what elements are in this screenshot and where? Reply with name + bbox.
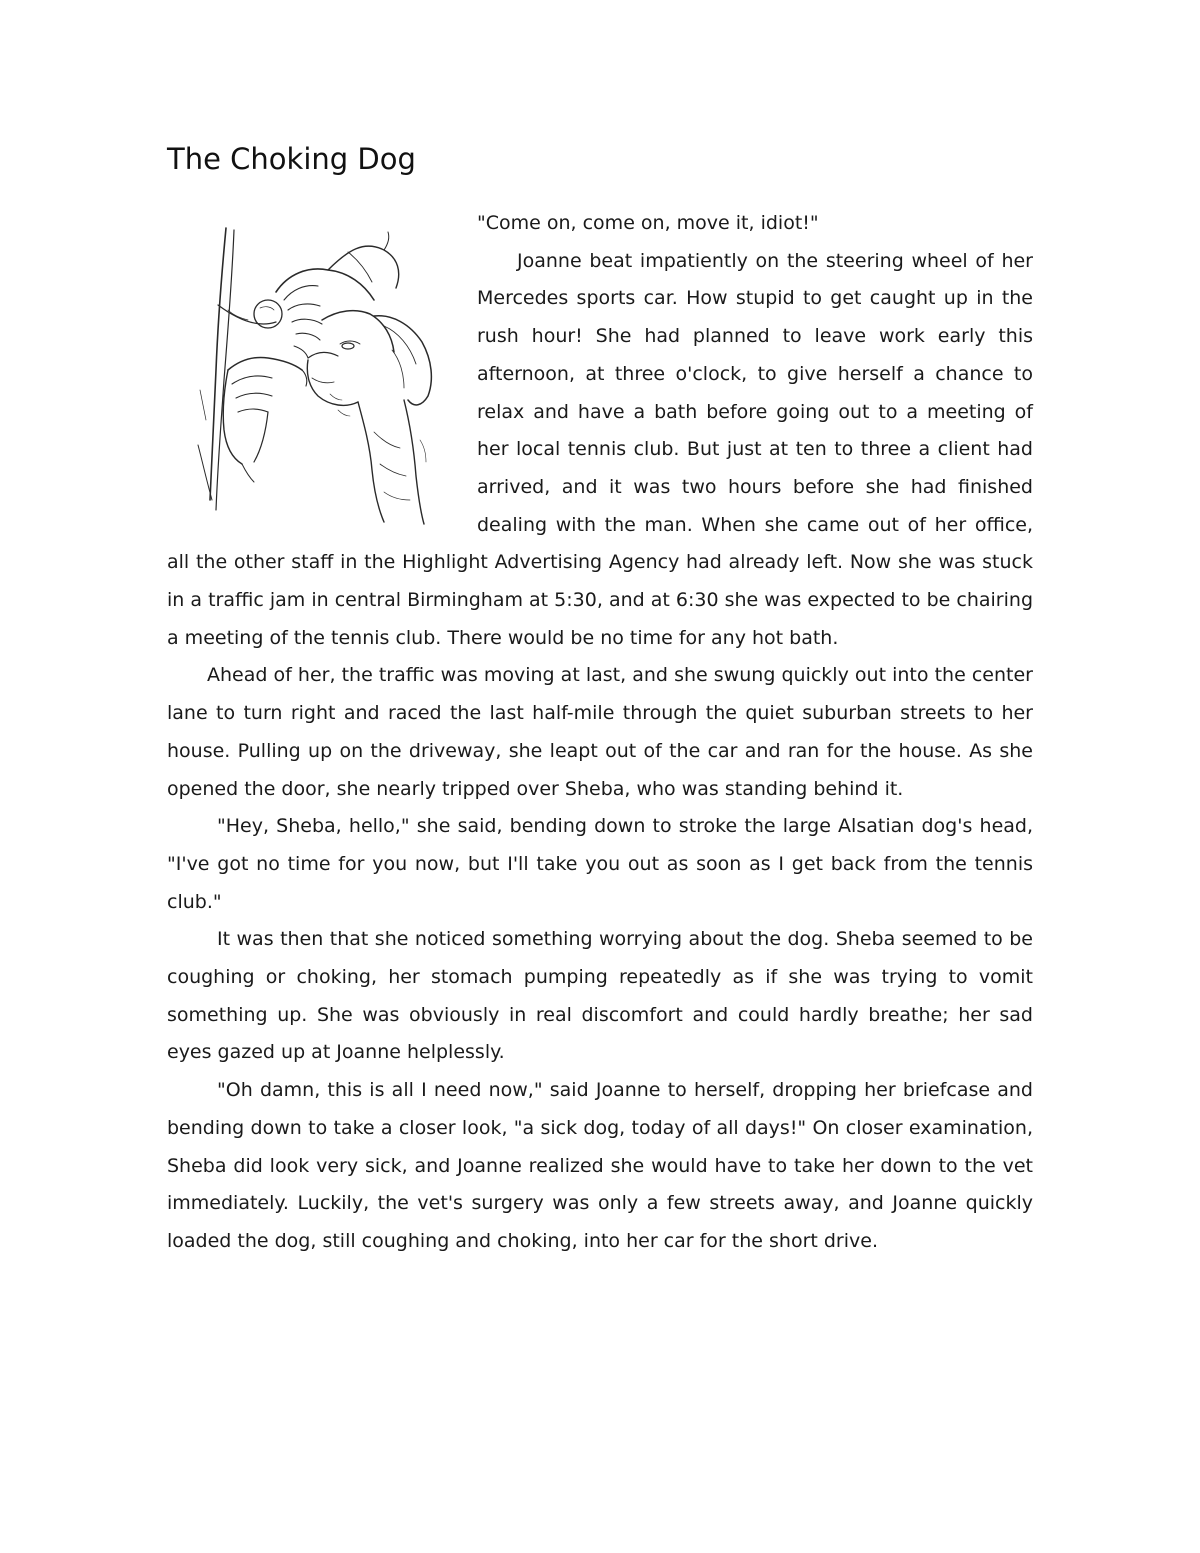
illustration-spacer — [167, 205, 477, 542]
document-title: The Choking Dog — [167, 142, 416, 176]
paragraph-4: "Hey, Sheba, hello," she said, bending down to stroke the large Alsatian dog's head, "I've got no time for you now, but I'll take you out as soon as I get back from the tennis club." — [167, 815, 1033, 913]
paragraph-1: "Come on, come on, move it, idiot!" — [477, 212, 819, 234]
paragraph-2: Joanne beat impatiently on the steering wheel of her Mercedes sports car. How stupid to get caught up in the rush hour! She had planned to leave work early this afternoon, at three o'clock, to give herself a chance to relax and have a bath before going out to a meeting of her local tennis club. But just at ten to three a client had arrived, and it was two hours before she had finished dealing with the man. When she came out of her office, all the other staff in the Highlight Advertising Agency had already left. Now she was stuck in a traffic jam in central Birmingham at 5:30, and at 6:30 she was expected to be chairing a meeting of the tennis club. There would be no time for any hot bath. — [167, 249, 1033, 649]
paragraph-5: It was then that she noticed something worrying about the dog. Sheba seemed to be coughing or choking, her stomach pumping repeatedly as if she was trying to vomit something up. She was obviously in real discomfort and could hardly breathe; her sad eyes gazed up at Joanne helplessly. — [167, 928, 1033, 1064]
story-body — [167, 205, 1033, 1261]
paragraph-6: "Oh damn, this is all I need now," said Joanne to herself, dropping her briefcase and bending down to take a closer look, "a sick dog, today of all days!" On closer examination, Sheba did look very sick, and Joanne realized she would have to take her down to the vet immediately. Luckily, the vet's surgery was only a few streets away, and Joanne quickly loaded the dog, still coughing and choking, into her car for the short drive. — [167, 1079, 1033, 1252]
paragraph-3: Ahead of her, the traffic was moving at last, and she swung quickly out into the center lane to turn right and raced the last half-mile through the quiet suburban streets to her house. Pulling up on the driveway, she leapt out of the car and ran for the house. As she opened the door, she nearly tripped over Sheba, who was standing behind it. — [167, 664, 1033, 800]
